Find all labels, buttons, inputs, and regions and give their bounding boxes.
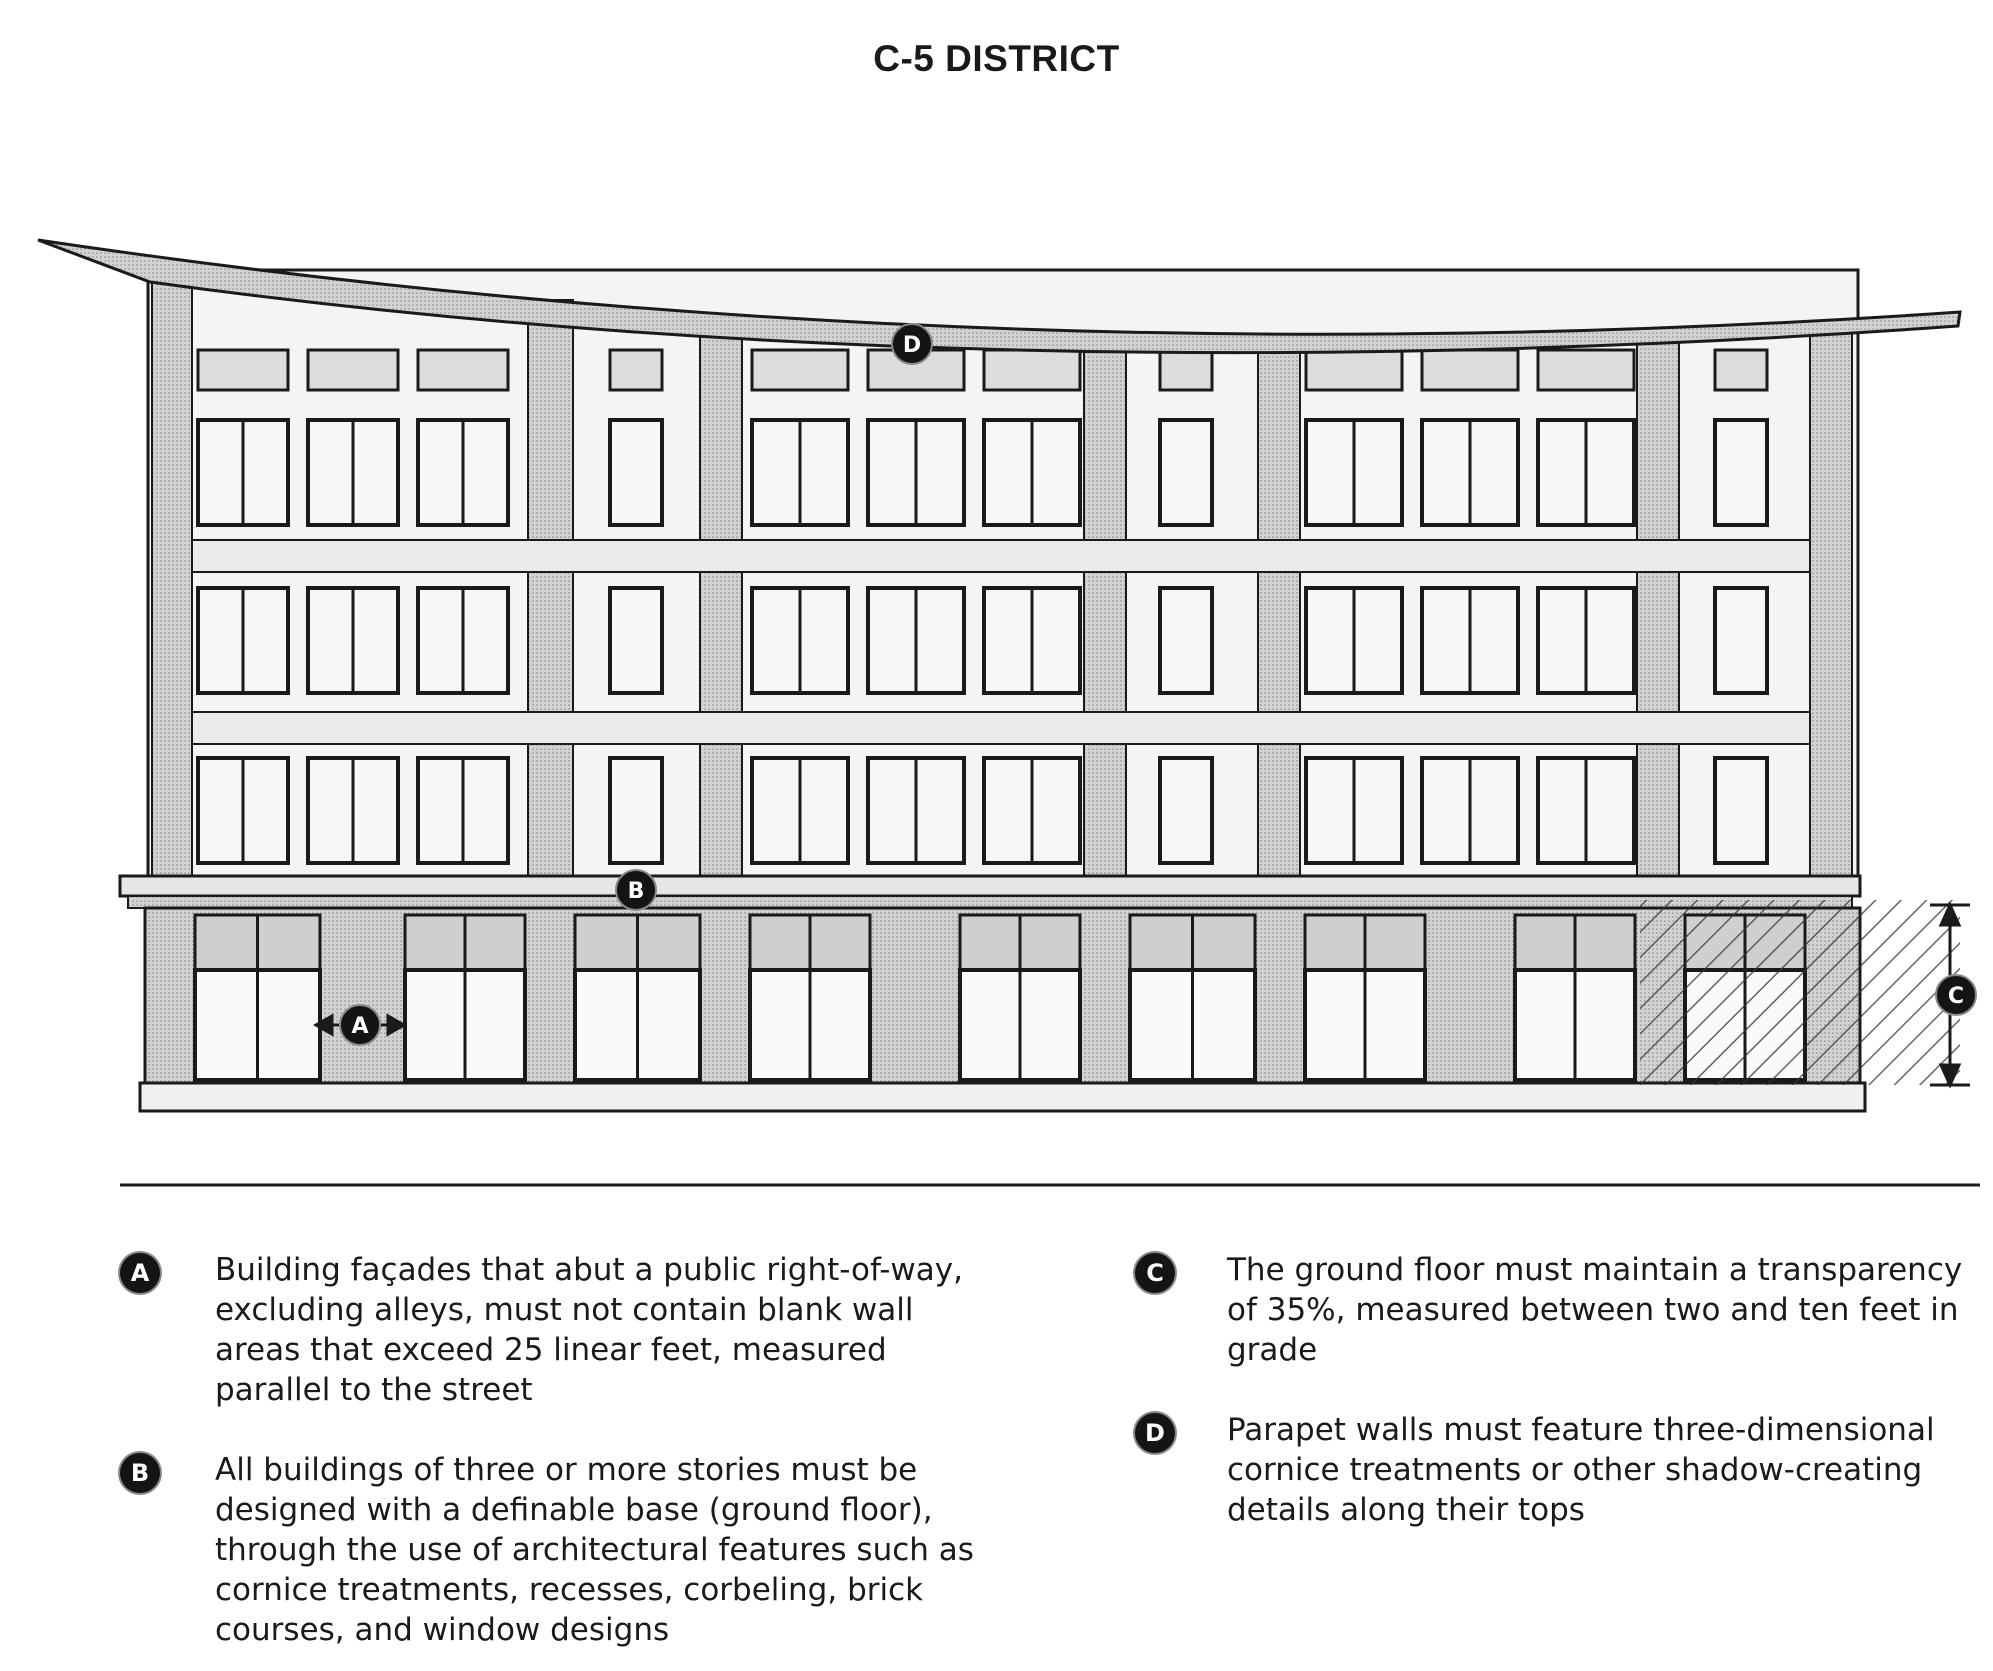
transom-window xyxy=(610,350,662,390)
callout-b-label: B xyxy=(627,879,645,904)
upper-window xyxy=(1715,420,1767,525)
transom-window xyxy=(984,350,1080,390)
ground-floor xyxy=(140,908,1865,1111)
callout-d-label: D xyxy=(902,333,922,358)
callout-c-label: C xyxy=(1947,984,1965,1009)
transom-window xyxy=(308,350,398,390)
note-c-badge: C xyxy=(1135,1253,1175,1293)
transom-window xyxy=(1715,350,1767,390)
callout-c xyxy=(1936,975,1976,1015)
upper-window xyxy=(610,758,662,863)
transom-window xyxy=(1422,350,1518,390)
note-b xyxy=(120,1450,1000,1650)
note-b-text: All buildings of three or more stories must be designed with a definable base (ground floor), through the use of architectural features such as cornice treatments, recesses, corbeling, brick courses, and window designs xyxy=(215,1452,974,1648)
transparency-hatch-zone xyxy=(1640,900,1960,1085)
note-b-badge: B xyxy=(120,1453,160,1493)
page-title: C-5 DISTRICT xyxy=(873,38,1120,79)
note-a-badge: A xyxy=(120,1253,160,1293)
callout-b xyxy=(616,870,656,910)
note-d xyxy=(1135,1410,1975,1530)
transom-window xyxy=(1306,350,1402,390)
base-cornice-band xyxy=(120,876,1860,896)
upper-window xyxy=(1160,588,1212,693)
note-d-text: Parapet walls must feature three-dimensional cornice treatments or other shadow-creating details along their tops xyxy=(1227,1412,1935,1528)
upper-window xyxy=(610,420,662,525)
notes-right-column xyxy=(1135,1250,1975,1530)
storefront-windows xyxy=(195,915,1805,1080)
transom-window xyxy=(418,350,508,390)
building-plinth xyxy=(140,1083,1865,1111)
transom-window xyxy=(1160,350,1212,390)
upper-window xyxy=(610,588,662,693)
note-a-text: Building façades that abut a public right-of-way, excluding alleys, must not contain blank wall areas that exceed 25 linear feet, measured parallel to the street xyxy=(215,1252,963,1408)
upper-window xyxy=(1160,420,1212,525)
transom-window xyxy=(198,350,288,390)
upper-window xyxy=(1715,758,1767,863)
notes-left-column xyxy=(120,1250,1000,1650)
note-d-badge: D xyxy=(1135,1413,1175,1453)
callout-a xyxy=(340,1005,380,1045)
callout-a-label: A xyxy=(351,1014,369,1039)
callout-d xyxy=(892,324,932,364)
note-c xyxy=(1135,1250,1975,1370)
note-c-text: The ground floor must maintain a transparency of 35%, measured between two and ten feet in grade xyxy=(1227,1252,1963,1368)
transom-window xyxy=(752,350,848,390)
upper-window xyxy=(1160,758,1212,863)
transom-window xyxy=(1538,350,1634,390)
base-cornice-shadow xyxy=(128,896,1852,908)
note-a xyxy=(120,1250,1000,1410)
upper-window xyxy=(1715,588,1767,693)
